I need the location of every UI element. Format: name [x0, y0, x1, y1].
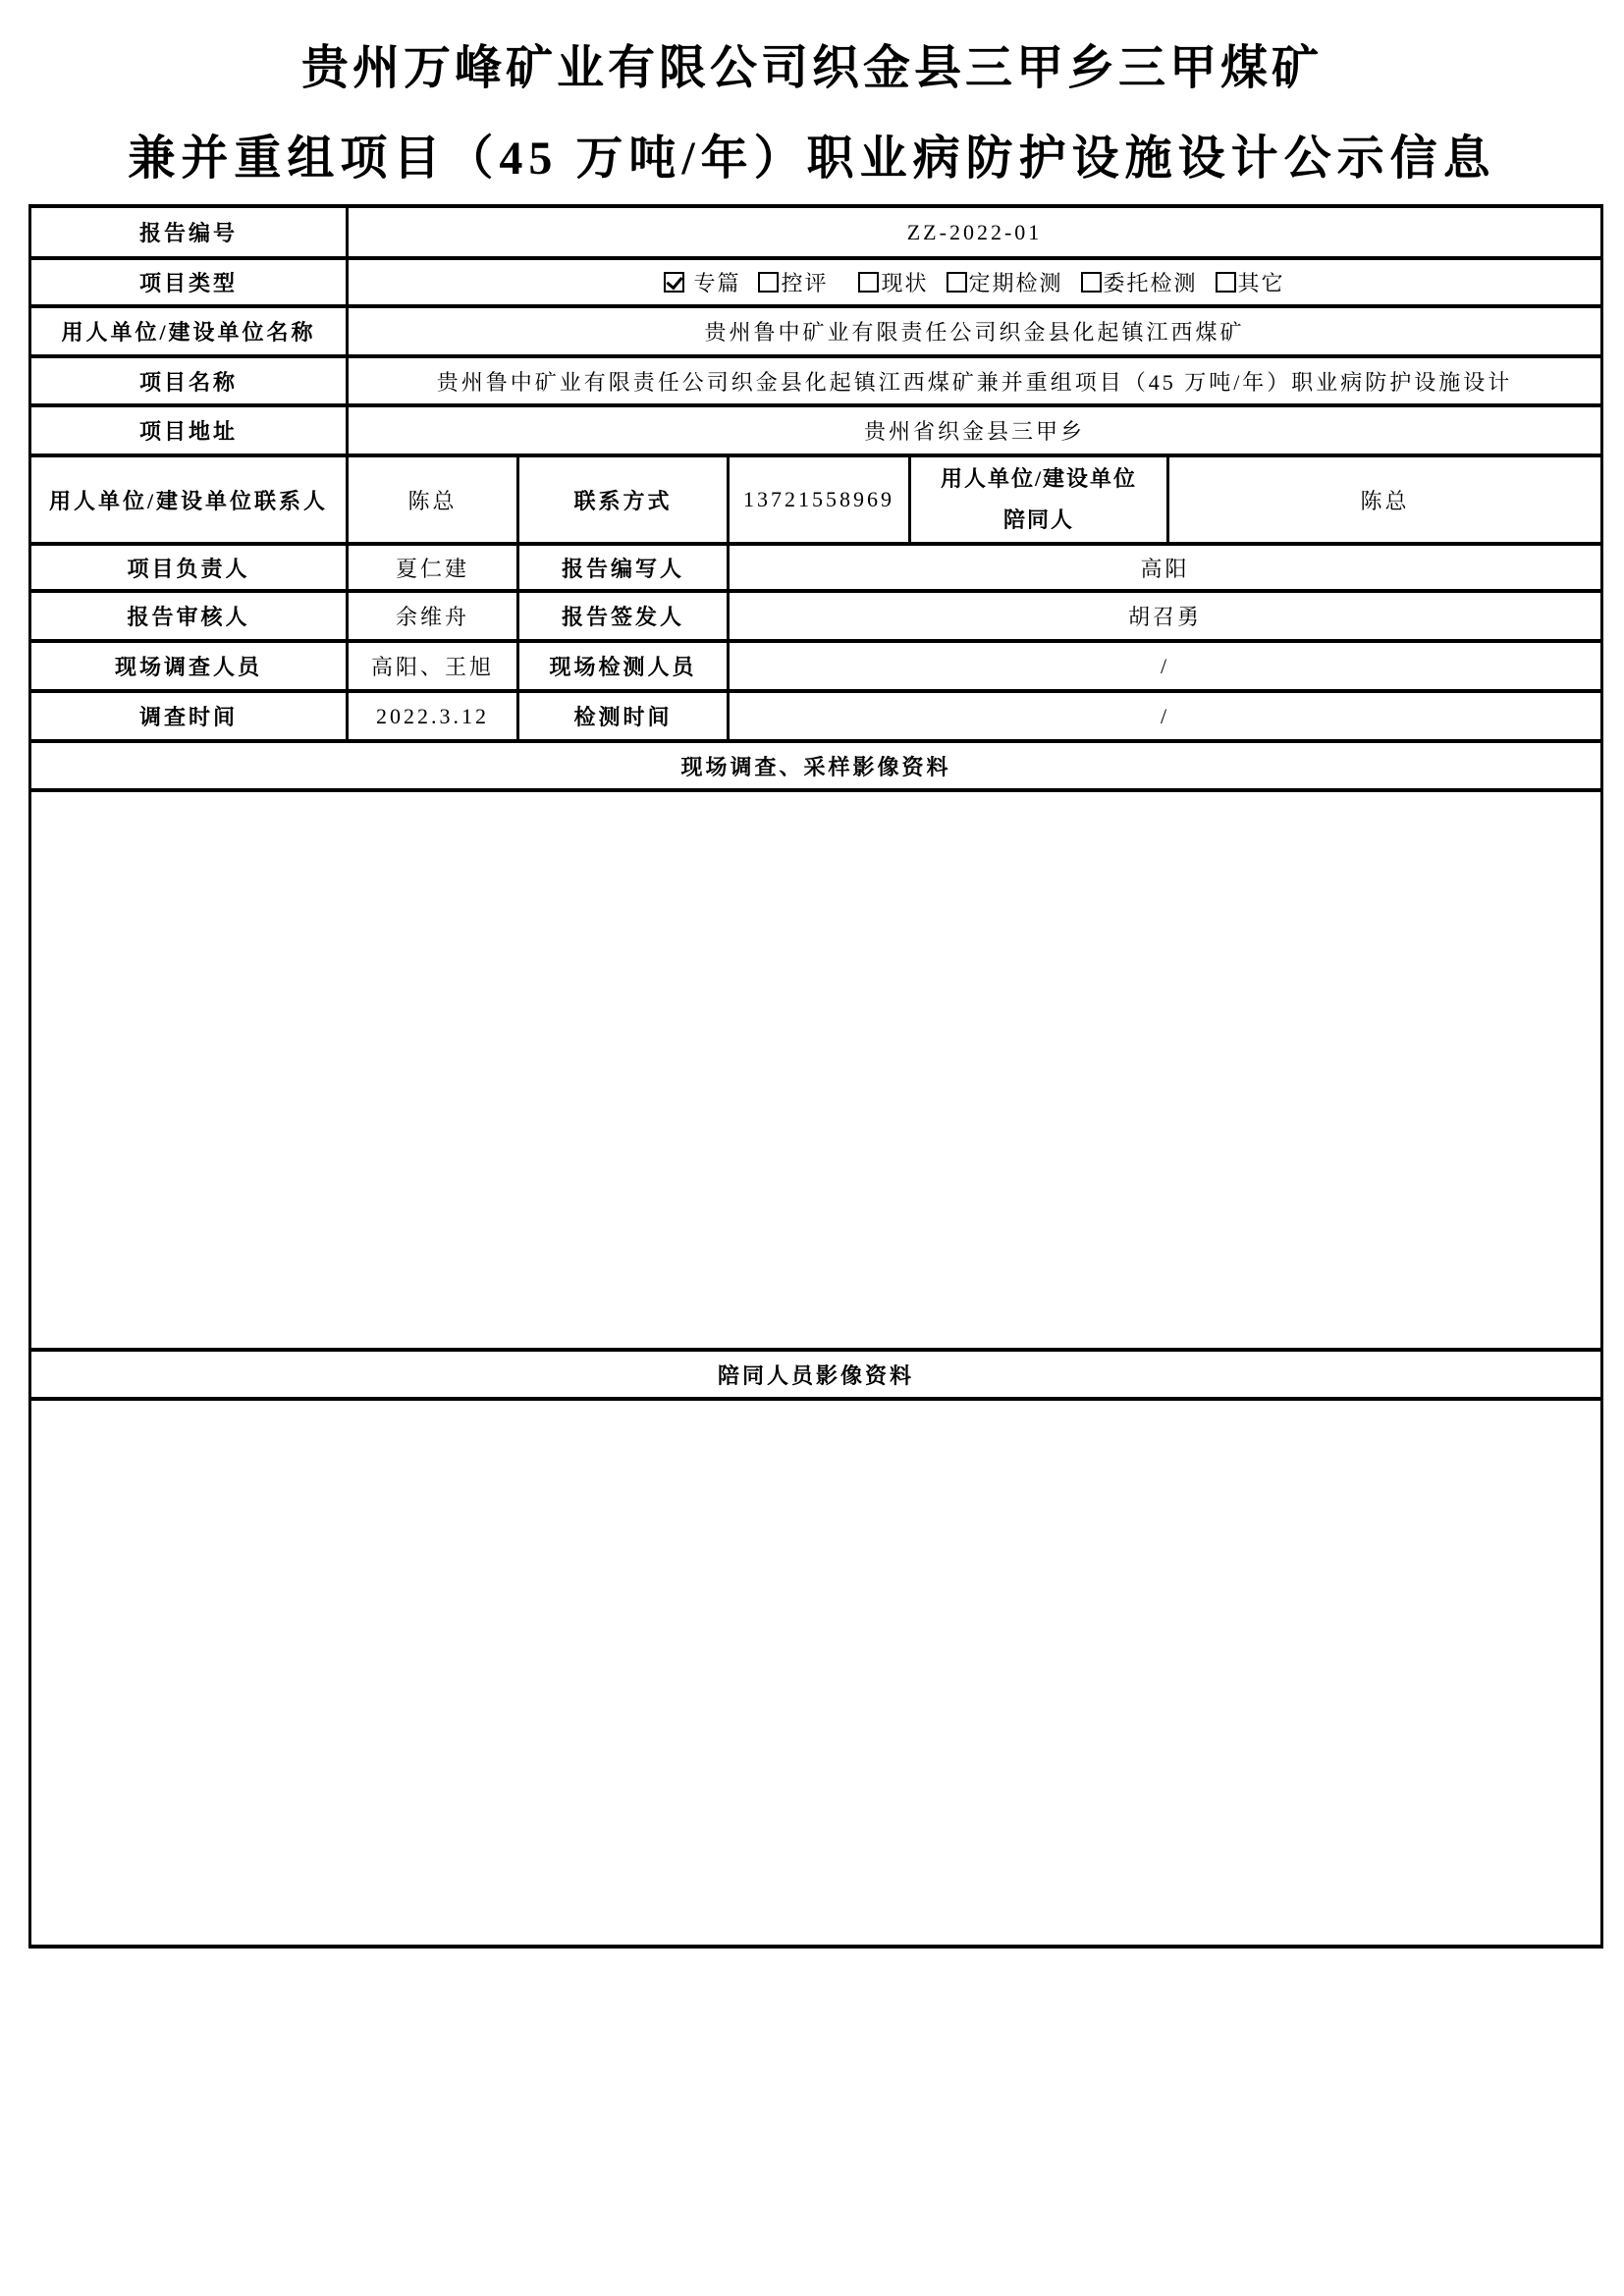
report-reviewer-value: 余维舟: [348, 591, 518, 641]
project-type-option-control-eval: [758, 267, 828, 297]
escort-person-label: [910, 455, 1168, 544]
row-project-type: [30, 258, 1602, 306]
project-type-options: [348, 258, 1602, 306]
row-escort-photos-area: [30, 1399, 1602, 1947]
project-type-option-commissioned-test: [1081, 267, 1198, 297]
project-type-option-other: [1216, 267, 1285, 297]
checkbox-unchecked-icon: [758, 272, 779, 293]
report-no-value: ZZ-2022-01: [348, 206, 1602, 258]
checkbox-checked-icon: [664, 272, 684, 293]
project-address-label: 项目地址: [30, 405, 348, 455]
survey-staff-label: 现场调查人员: [30, 641, 348, 691]
test-date-value: /: [729, 691, 1602, 741]
survey-date-label: 调查时间: [30, 691, 348, 741]
row-section-escort-photos: [30, 1350, 1602, 1399]
row-survey-photos-area: [30, 790, 1602, 1350]
project-name-label: 项目名称: [30, 356, 348, 405]
option-label: 专篇: [693, 271, 741, 295]
survey-photos-area: [30, 790, 1602, 1350]
checkbox-unchecked-icon: [858, 272, 879, 293]
survey-staff-value: 高阳、王旭: [348, 641, 518, 691]
document-title-line1: 贵州万峰矿业有限公司织金县三甲乡三甲煤矿: [300, 42, 1323, 94]
test-staff-label: 现场检测人员: [518, 641, 729, 691]
contact-person-value: 陈总: [348, 455, 518, 544]
employer-name-value: 贵州鲁中矿业有限责任公司织金县化起镇江西煤矿: [348, 306, 1602, 356]
project-type-option-periodic-test: [947, 267, 1063, 297]
project-leader-value: 夏仁建: [348, 544, 518, 591]
employer-name-label: 用人单位/建设单位名称: [30, 306, 348, 356]
report-reviewer-label: 报告审核人: [30, 591, 348, 641]
row-dates: [30, 691, 1602, 741]
escort-person-label-line1: 用人单位/建设单位: [940, 466, 1138, 492]
project-leader-label: 项目负责人: [30, 544, 348, 591]
report-issuer-label: 报告签发人: [518, 591, 729, 641]
escort-person-value: 陈总: [1168, 455, 1602, 544]
project-type-option-special-chapter: [664, 267, 740, 297]
option-label: 定期检测: [968, 271, 1063, 295]
document-title-line2: 兼并重组项目（45 万吨/年）职业病防护设施设计公示信息: [128, 133, 1496, 185]
row-report-review: [30, 591, 1602, 641]
contact-person-label: 用人单位/建设单位联系人: [30, 455, 348, 544]
phone-value: 13721558969: [729, 455, 910, 544]
test-date-label: 检测时间: [518, 691, 729, 741]
row-employer-name: [30, 306, 1602, 356]
escort-photos-area: [30, 1399, 1602, 1947]
row-section-survey-photos: [30, 741, 1602, 790]
row-project-leader: [30, 544, 1602, 591]
row-project-name: [30, 356, 1602, 405]
test-staff-value: /: [729, 641, 1602, 691]
report-writer-label: 报告编写人: [518, 544, 729, 591]
project-type-option-current-status: [858, 267, 928, 297]
project-address-value: 贵州省织金县三甲乡: [348, 405, 1602, 455]
option-label: 其它: [1237, 271, 1285, 295]
option-label: 现状: [881, 271, 929, 295]
project-type-label: 项目类型: [30, 258, 348, 306]
info-table: [28, 204, 1603, 1949]
report-issuer-value: 胡召勇: [729, 591, 1602, 641]
option-label: 控评: [781, 271, 829, 295]
option-label: 委托检测: [1103, 271, 1198, 295]
escort-person-label-line2: 陪同人: [1002, 507, 1074, 532]
row-survey-staff: [30, 641, 1602, 691]
survey-date-value: 2022.3.12: [348, 691, 518, 741]
project-name-value: 贵州鲁中矿业有限责任公司织金县化起镇江西煤矿兼并重组项目（45 万吨/年）职业病防护设施设计: [348, 356, 1602, 405]
checkbox-unchecked-icon: [1216, 272, 1236, 293]
row-project-address: [30, 405, 1602, 455]
phone-label: 联系方式: [518, 455, 729, 544]
survey-photos-section-title: 现场调查、采样影像资料: [30, 741, 1602, 790]
row-contacts: [30, 455, 1602, 544]
escort-photos-section-title: 陪同人员影像资料: [30, 1350, 1602, 1399]
report-no-label: 报告编号: [30, 206, 348, 258]
checkbox-unchecked-icon: [947, 272, 967, 293]
checkbox-unchecked-icon: [1081, 272, 1102, 293]
row-report-no: [30, 206, 1602, 258]
report-writer-value: 高阳: [729, 544, 1602, 591]
